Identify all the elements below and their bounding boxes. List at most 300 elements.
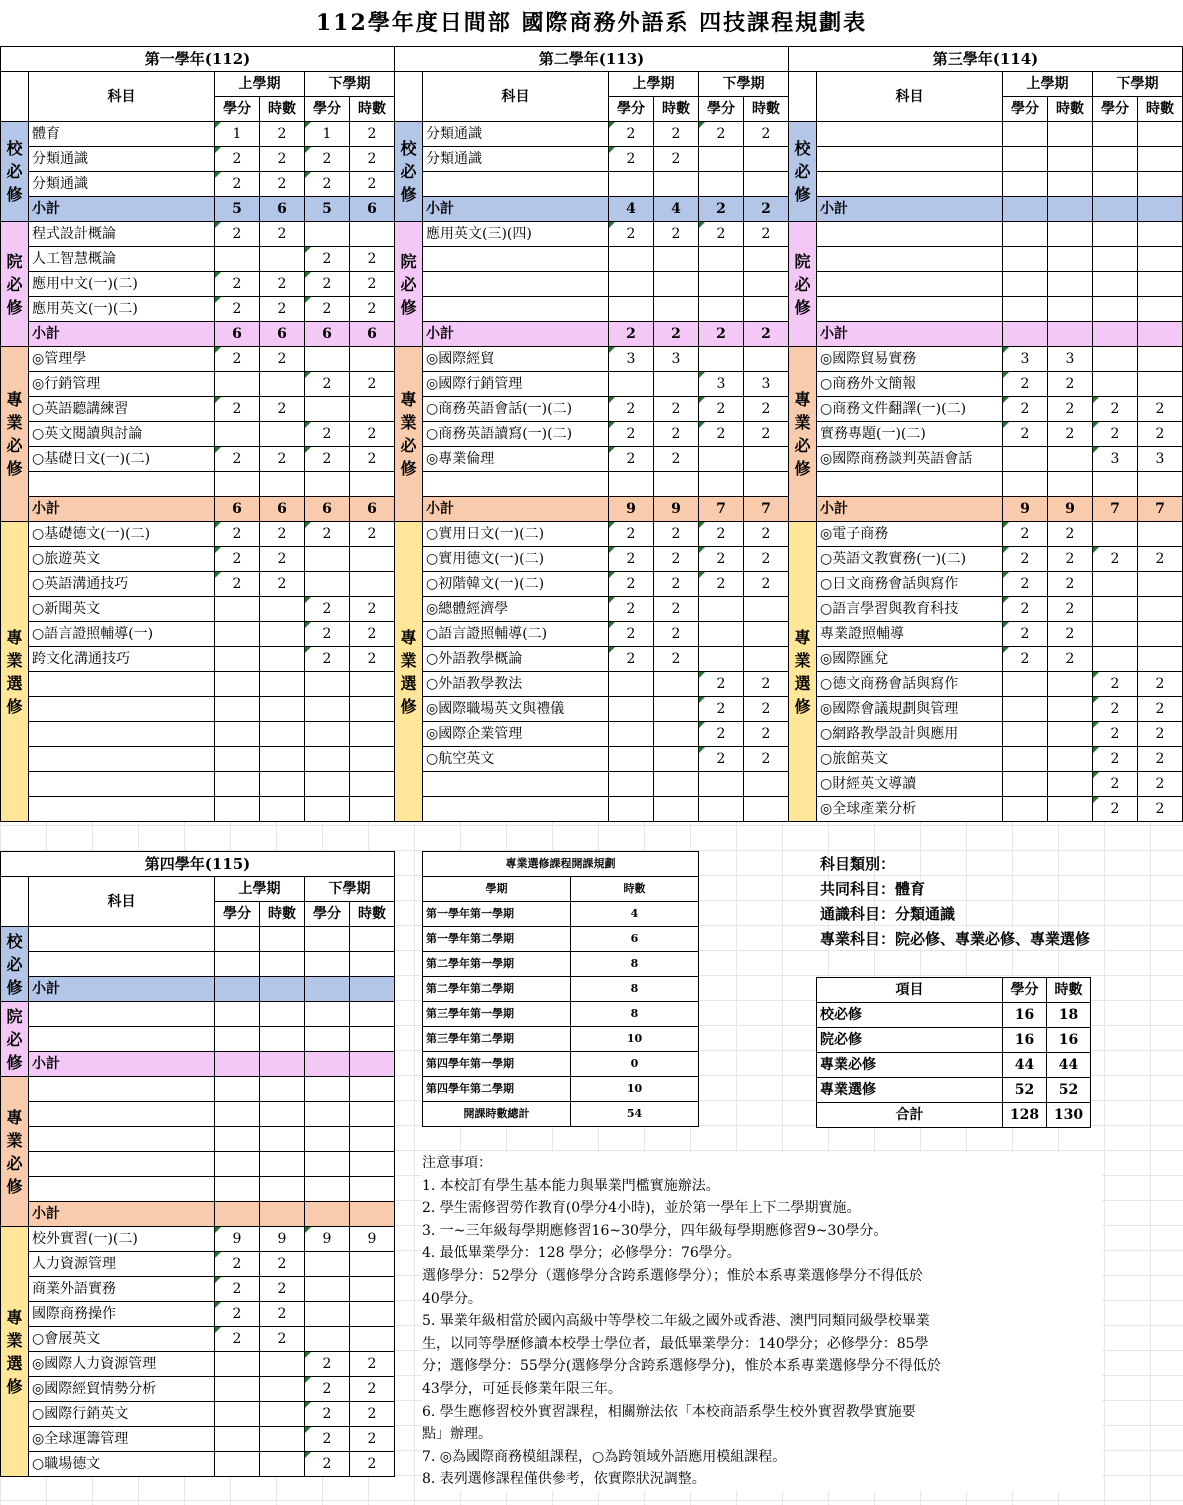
course-types-line: 共同科目：體育 [820, 880, 926, 898]
course-name: ◎國際會議規劃與管理 [817, 697, 1003, 722]
course-value: 2 [215, 297, 260, 322]
category-char: 業 [400, 650, 417, 670]
course-types-line: 專業科目：院必修、專業必修、專業選修 [820, 930, 1091, 948]
course-value [1003, 747, 1048, 772]
course-name [29, 772, 215, 797]
course-value: 1 [305, 122, 350, 147]
course-value [350, 1002, 395, 1027]
summary-credit: 52 [1003, 1078, 1047, 1103]
course-value [350, 472, 395, 497]
course-value [350, 547, 395, 572]
course-value: 2 [744, 722, 789, 747]
summary-hours: 44 [1047, 1053, 1091, 1078]
subtotal-value: 2 [609, 322, 654, 347]
header-blank [395, 72, 423, 122]
course-name: ◎國際企業管理 [423, 722, 609, 747]
course-value [609, 697, 654, 722]
elective-plan-hours: 8 [571, 1002, 699, 1027]
course-value: 2 [699, 222, 744, 247]
course-name: 分類通識 [423, 122, 609, 147]
course-name: ◎國際匯兌 [817, 647, 1003, 672]
course-value [215, 597, 260, 622]
course-value [609, 772, 654, 797]
subtotal-value [1093, 322, 1138, 347]
course-name: ◎總體經濟學 [423, 597, 609, 622]
course-value: 2 [260, 1277, 305, 1302]
course-value [260, 747, 305, 772]
course-value: 2 [609, 647, 654, 672]
course-value [350, 1152, 395, 1177]
category-elect [1, 522, 29, 822]
elective-plan-term: 第一學年第一學期 [423, 902, 571, 927]
course-value: 2 [1003, 572, 1048, 597]
elective-plan-term: 第四學年第二學期 [423, 1077, 571, 1102]
course-value: 2 [350, 522, 395, 547]
course-types [820, 852, 1090, 952]
course-value [1048, 797, 1093, 822]
course-name: 分類通識 [29, 172, 215, 197]
course-value [260, 927, 305, 952]
course-value [744, 297, 789, 322]
category-elect [1, 1227, 29, 1477]
category-char: 必 [794, 436, 811, 455]
course-value [1138, 622, 1183, 647]
header-blank [1, 877, 29, 927]
course-value: 2 [305, 1377, 350, 1402]
category-college [1, 1002, 29, 1077]
course-name: ○會展英文 [29, 1327, 215, 1352]
course-value [1138, 597, 1183, 622]
course-value [1003, 297, 1048, 322]
course-value [654, 297, 699, 322]
subtotal-label: 小計 [423, 197, 609, 222]
course-value: 3 [1048, 347, 1093, 372]
course-value [215, 927, 260, 952]
course-value [1138, 522, 1183, 547]
course-value [305, 572, 350, 597]
subtotal-value [215, 977, 260, 1002]
header-credit: 學分 [215, 97, 260, 122]
course-value: 2 [1138, 397, 1183, 422]
subtotal-value: 9 [1003, 497, 1048, 522]
course-value: 2 [305, 147, 350, 172]
subtotal-value [305, 1052, 350, 1077]
course-name: ◎專業倫理 [423, 447, 609, 472]
summary-total-credit: 128 [1003, 1103, 1047, 1128]
course-value [260, 372, 305, 397]
course-value: 1 [215, 122, 260, 147]
category-college [395, 222, 423, 347]
course-value: 2 [1003, 647, 1048, 672]
course-value: 2 [609, 522, 654, 547]
course-name: ◎國際人力資源管理 [29, 1352, 215, 1377]
course-value [350, 797, 395, 822]
subtotal-value [1138, 322, 1183, 347]
course-value: 3 [1138, 447, 1183, 472]
course-name: ○英語文教實務(一)(二) [817, 547, 1003, 572]
course-value: 2 [1003, 397, 1048, 422]
summary-col-item: 項目 [817, 978, 1003, 1003]
course-value [215, 772, 260, 797]
category-char: 修 [6, 297, 23, 317]
year-3-table [788, 46, 1183, 822]
course-name: ◎全球運籌管理 [29, 1427, 215, 1452]
course-value: 2 [699, 522, 744, 547]
course-value: 2 [260, 297, 305, 322]
course-value: 2 [744, 747, 789, 772]
course-value: 2 [305, 1402, 350, 1427]
course-name: 商業外語實務 [29, 1277, 215, 1302]
year-header: 第三學年(114) [789, 47, 1183, 72]
subtotal-value: 9 [1048, 497, 1093, 522]
course-value [260, 697, 305, 722]
course-value [1093, 272, 1138, 297]
course-value [1048, 747, 1093, 772]
course-name: ◎國際職場英文與禮儀 [423, 697, 609, 722]
course-name: ○日文商務會話與寫作 [817, 572, 1003, 597]
subtotal-value: 6 [350, 322, 395, 347]
course-value: 2 [350, 372, 395, 397]
subtotal-value [1003, 322, 1048, 347]
elective-plan-hours: 0 [571, 1052, 699, 1077]
course-value [305, 547, 350, 572]
course-value: 2 [215, 172, 260, 197]
course-name [29, 797, 215, 822]
course-value: 2 [744, 222, 789, 247]
course-value: 2 [654, 447, 699, 472]
course-value [1003, 447, 1048, 472]
course-name [29, 697, 215, 722]
course-value [1048, 272, 1093, 297]
course-value: 3 [654, 347, 699, 372]
course-name: ○初階韓文(一)(二) [423, 572, 609, 597]
course-value: 2 [1003, 597, 1048, 622]
course-value [260, 1177, 305, 1202]
course-value: 2 [350, 447, 395, 472]
summary-credit: 44 [1003, 1053, 1047, 1078]
course-value [1048, 147, 1093, 172]
course-name: ◎國際商務談判英語會話 [817, 447, 1003, 472]
course-value [305, 1177, 350, 1202]
course-value [699, 447, 744, 472]
course-value: 2 [1048, 397, 1093, 422]
course-value: 2 [260, 397, 305, 422]
course-value: 2 [305, 622, 350, 647]
course-value [654, 722, 699, 747]
category-char: 修 [6, 1052, 23, 1072]
course-value [609, 297, 654, 322]
header-upper: 上學期 [215, 877, 305, 902]
course-value: 2 [350, 1452, 395, 1477]
course-value [1003, 122, 1048, 147]
course-value: 2 [215, 397, 260, 422]
course-value [305, 1027, 350, 1052]
course-name: ○新聞英文 [29, 597, 215, 622]
course-value: 2 [609, 422, 654, 447]
course-value [1003, 672, 1048, 697]
header-credit: 學分 [699, 97, 744, 122]
category-elect [395, 522, 423, 822]
course-value: 2 [350, 272, 395, 297]
course-name: ◎管理學 [29, 347, 215, 372]
course-value [1093, 522, 1138, 547]
category-school [395, 122, 423, 222]
course-name: ◎國際經貿 [423, 347, 609, 372]
category-char: 選 [400, 673, 417, 693]
category-char: 必 [6, 1029, 23, 1049]
category-pro [789, 347, 817, 522]
course-value: 2 [654, 422, 699, 447]
course-value: 2 [1048, 647, 1093, 672]
course-value: 2 [1048, 622, 1093, 647]
course-value [699, 347, 744, 372]
course-value [305, 1002, 350, 1027]
course-name: ○語言證照輔導(二) [423, 622, 609, 647]
course-value: 2 [654, 397, 699, 422]
course-value [1003, 697, 1048, 722]
course-value: 2 [215, 147, 260, 172]
course-value [1093, 147, 1138, 172]
course-value: 2 [609, 397, 654, 422]
course-value [744, 472, 789, 497]
subtotal-value [350, 977, 395, 1002]
course-value: 2 [1138, 747, 1183, 772]
note-line: 43學分，可延長修業年限三年。 [422, 1380, 622, 1397]
course-value: 2 [1093, 697, 1138, 722]
note-line: 1. 本校訂有學生基本能力與畢業門檻實施辦法。 [422, 1177, 720, 1194]
course-value: 2 [1138, 797, 1183, 822]
course-value [1138, 647, 1183, 672]
course-name: ○實用日文(一)(二) [423, 522, 609, 547]
course-name [29, 1027, 215, 1052]
course-value [1093, 597, 1138, 622]
course-value [260, 1127, 305, 1152]
course-name: ○商務外文簡報 [817, 372, 1003, 397]
header-credit: 學分 [215, 902, 260, 927]
course-value [215, 1402, 260, 1427]
course-value [260, 1077, 305, 1102]
category-college [789, 222, 817, 347]
course-value: 2 [215, 1327, 260, 1352]
year-header: 第二學年(113) [395, 47, 789, 72]
category-char: 必 [794, 274, 811, 294]
header-hours: 時數 [260, 902, 305, 927]
course-value [305, 797, 350, 822]
header-hours: 時數 [260, 97, 305, 122]
course-value: 2 [215, 447, 260, 472]
course-name: ○外語教學教法 [423, 672, 609, 697]
course-value [654, 372, 699, 397]
course-value: 2 [260, 447, 305, 472]
course-value [350, 1327, 395, 1352]
subtotal-value: 2 [744, 197, 789, 222]
course-value [654, 472, 699, 497]
category-char: 校 [794, 139, 811, 158]
header-hours: 時數 [1138, 97, 1183, 122]
course-value: 2 [609, 622, 654, 647]
category-char: 業 [794, 413, 811, 432]
course-value [215, 1127, 260, 1152]
subtotal-value: 2 [699, 197, 744, 222]
note-line: 點」辦理。 [422, 1426, 492, 1443]
course-value: 2 [654, 547, 699, 572]
course-value [1048, 447, 1093, 472]
subtotal-value: 6 [350, 497, 395, 522]
course-name [29, 1177, 215, 1202]
course-value: 2 [1093, 422, 1138, 447]
course-value [609, 747, 654, 772]
course-value: 2 [260, 347, 305, 372]
course-name: ○英語溝通技巧 [29, 572, 215, 597]
category-char: 修 [6, 1176, 23, 1196]
category-char: 院 [6, 1006, 23, 1026]
course-name [423, 297, 609, 322]
course-value: 2 [350, 172, 395, 197]
course-value [1138, 297, 1183, 322]
header-blank [1, 72, 29, 122]
category-pro [1, 347, 29, 522]
course-name: 分類通識 [29, 147, 215, 172]
course-value [609, 247, 654, 272]
course-value [350, 952, 395, 977]
header-subject: 科目 [817, 72, 1003, 122]
course-value: 2 [654, 572, 699, 597]
subtotal-value [260, 977, 305, 1002]
course-value [260, 647, 305, 672]
course-value [350, 1077, 395, 1102]
header-lower: 下學期 [305, 877, 395, 902]
summary-item: 專業必修 [817, 1053, 1003, 1078]
course-value: 2 [1093, 797, 1138, 822]
course-name: ○語言學習與教育科技 [817, 597, 1003, 622]
course-name: ○財經英文導讀 [817, 772, 1003, 797]
course-value: 2 [260, 1327, 305, 1352]
course-value [305, 347, 350, 372]
course-value: 2 [260, 272, 305, 297]
course-value [260, 1352, 305, 1377]
course-value [215, 422, 260, 447]
note-line: 5. 畢業年級相當於國內高級中等學校二年級之國外或香港、澳門同類同級學校畢業 [422, 1313, 930, 1330]
note-line: 選修學分：52學分（選修學分含跨系選修學分）；惟於本系專業選修學分不得低於 [422, 1267, 923, 1284]
course-value [1138, 222, 1183, 247]
category-char: 專 [794, 390, 811, 409]
course-value: 2 [699, 572, 744, 597]
course-name [29, 1127, 215, 1152]
category-char: 必 [794, 162, 811, 181]
course-value: 2 [215, 1302, 260, 1327]
course-value: 2 [350, 1402, 395, 1427]
course-name: 跨文化溝通技巧 [29, 647, 215, 672]
summary-col-credit: 學分 [1003, 978, 1047, 1003]
course-value [1138, 147, 1183, 172]
category-pro [395, 347, 423, 522]
course-value: 2 [350, 622, 395, 647]
course-value [215, 1027, 260, 1052]
category-char: 修 [794, 297, 811, 317]
header-lower: 下學期 [699, 72, 789, 97]
course-value [1048, 697, 1093, 722]
course-name: ○航空英文 [423, 747, 609, 772]
course-value [260, 672, 305, 697]
category-char: 必 [6, 162, 23, 181]
note-line: 8. 表列選修課程僅供參考，依實際狀況調整。 [422, 1471, 706, 1488]
course-value: 2 [215, 522, 260, 547]
header-upper: 上學期 [1003, 72, 1093, 97]
course-value [260, 247, 305, 272]
header-hours: 時數 [654, 97, 699, 122]
course-name: ○外語教學概論 [423, 647, 609, 672]
category-char: 修 [6, 696, 23, 716]
course-value: 3 [699, 372, 744, 397]
category-char: 選 [6, 1353, 23, 1373]
course-value [699, 647, 744, 672]
course-value: 2 [260, 1252, 305, 1277]
category-char: 業 [6, 650, 23, 670]
course-value [1138, 272, 1183, 297]
course-value [260, 797, 305, 822]
course-name: ○英文閱讀與討論 [29, 422, 215, 447]
header-hours: 時數 [744, 97, 789, 122]
course-value [1093, 372, 1138, 397]
course-name: ◎國際行銷管理 [423, 372, 609, 397]
elective-plan-term: 第二學年第一學期 [423, 952, 571, 977]
course-name [29, 1077, 215, 1102]
course-name [817, 247, 1003, 272]
course-value: 2 [350, 147, 395, 172]
course-value: 2 [1048, 547, 1093, 572]
course-value: 2 [1003, 522, 1048, 547]
category-char: 必 [6, 954, 23, 974]
course-name [423, 772, 609, 797]
course-value [260, 422, 305, 447]
course-name [817, 172, 1003, 197]
elective-plan-hours: 10 [571, 1077, 699, 1102]
course-value: 2 [1093, 672, 1138, 697]
course-value: 2 [260, 172, 305, 197]
course-name: 體育 [29, 122, 215, 147]
category-college [1, 222, 29, 347]
course-value [260, 1452, 305, 1477]
course-value: 3 [609, 347, 654, 372]
course-value: 2 [305, 522, 350, 547]
subtotal-value [215, 1052, 260, 1077]
header-upper: 上學期 [609, 72, 699, 97]
course-value: 2 [654, 647, 699, 672]
course-value [744, 447, 789, 472]
course-value: 2 [699, 747, 744, 772]
category-char: 必 [6, 436, 23, 455]
course-value: 2 [305, 447, 350, 472]
course-value [1138, 572, 1183, 597]
course-name: ○基礎日文(一)(二) [29, 447, 215, 472]
course-value: 2 [654, 122, 699, 147]
course-value: 2 [744, 572, 789, 597]
category-char: 必 [400, 436, 417, 455]
course-value: 2 [305, 172, 350, 197]
course-value: 2 [305, 647, 350, 672]
course-value: 2 [654, 147, 699, 172]
course-value: 2 [260, 547, 305, 572]
year-1-table [0, 46, 395, 822]
course-name [423, 472, 609, 497]
category-char: 修 [6, 1376, 23, 1396]
course-value [744, 272, 789, 297]
course-value [305, 672, 350, 697]
course-value [260, 1402, 305, 1427]
category-char: 修 [400, 696, 417, 716]
course-value [744, 647, 789, 672]
subtotal-label: 小計 [29, 322, 215, 347]
